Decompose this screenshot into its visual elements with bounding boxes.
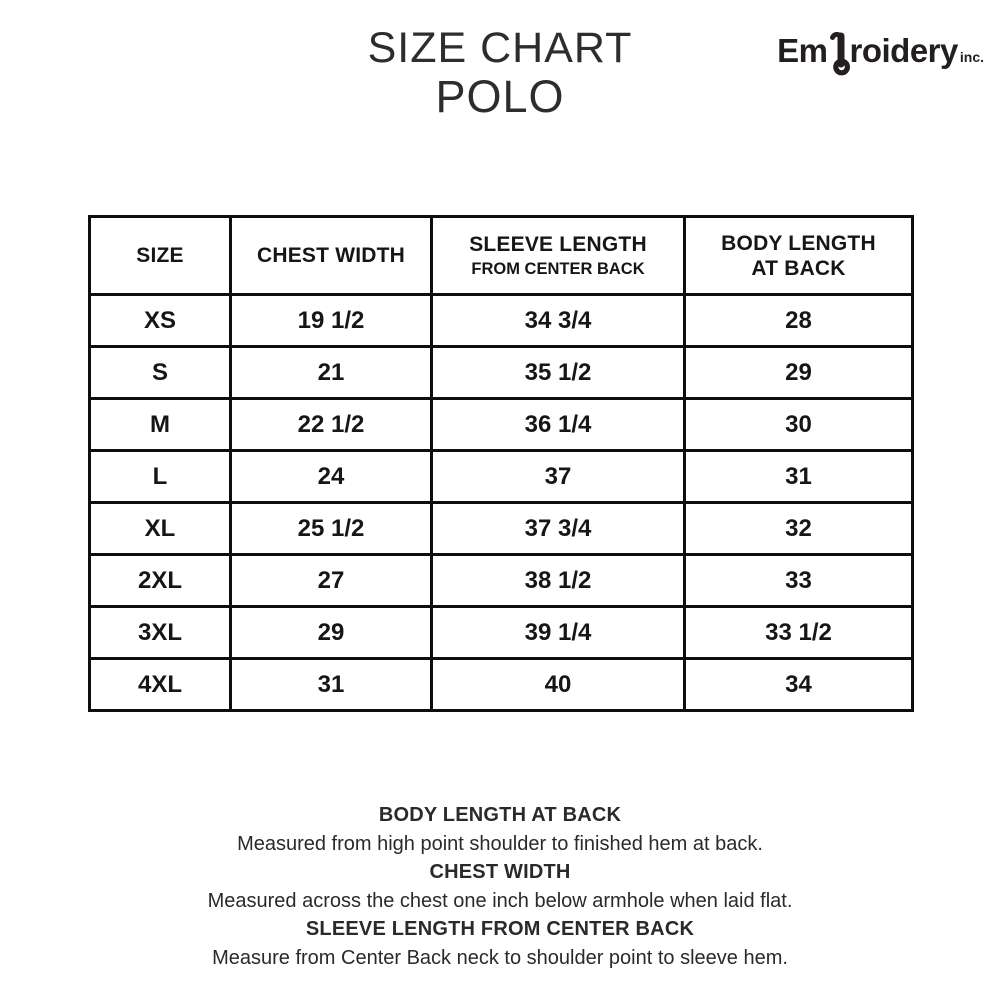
cell-chest: 21	[231, 347, 432, 399]
table-row	[90, 399, 913, 451]
cell-sleeve: 39 1/4	[432, 607, 685, 659]
note-text-sleeve-length: Measure from Center Back neck to shoulder point to sleeve hem.	[212, 946, 788, 969]
logo-text-pre: Em	[777, 32, 828, 69]
table-row	[90, 555, 913, 607]
note-heading-sleeve-length: SLEEVE LENGTH FROM CENTER BACK	[305, 918, 695, 940]
page-title: SIZE CHART	[367, 24, 633, 72]
note-heading-body-length: BODY LENGTH AT BACK	[378, 804, 622, 826]
measurement-notes	[0, 801, 1000, 972]
col-header-body-length: BODY LENGTH AT BACK	[685, 217, 913, 295]
cell-body: 32	[685, 503, 913, 555]
col-header-sleeve-length: SLEEVE LENGTH FROM CENTER BACK	[432, 217, 685, 295]
needle-b-icon	[828, 28, 850, 76]
cell-body: 33	[685, 555, 913, 607]
cell-body: 33 1/2	[685, 607, 913, 659]
page-subtitle: POLO	[435, 71, 565, 122]
cell-body: 29	[685, 347, 913, 399]
cell-sleeve: 38 1/2	[432, 555, 685, 607]
cell-chest: 19 1/2	[231, 295, 432, 347]
cell-size: M	[90, 399, 231, 451]
table-header-row	[90, 217, 913, 295]
cell-sleeve: 40	[432, 659, 685, 711]
cell-chest: 22 1/2	[231, 399, 432, 451]
cell-sleeve: 34 3/4	[432, 295, 685, 347]
cell-size: XS	[90, 295, 231, 347]
cell-size: 2XL	[90, 555, 231, 607]
cell-size: XL	[90, 503, 231, 555]
cell-body: 31	[685, 451, 913, 503]
cell-sleeve: 36 1/4	[432, 399, 685, 451]
cell-size: 3XL	[90, 607, 231, 659]
col-header-size: SIZE	[90, 217, 231, 295]
cell-body: 30	[685, 399, 913, 451]
table-row	[90, 659, 913, 711]
cell-chest: 24	[231, 451, 432, 503]
col-header-chest-width: CHEST WIDTH	[231, 217, 432, 295]
cell-size: 4XL	[90, 659, 231, 711]
cell-body: 28	[685, 295, 913, 347]
table-row	[90, 451, 913, 503]
cell-size: S	[90, 347, 231, 399]
cell-chest: 27	[231, 555, 432, 607]
table-row	[90, 607, 913, 659]
cell-sleeve: 37 3/4	[432, 503, 685, 555]
table-row	[90, 295, 913, 347]
cell-sleeve: 37	[432, 451, 685, 503]
brand-logo	[777, 28, 984, 76]
cell-chest: 25 1/2	[231, 503, 432, 555]
note-heading-chest-width: CHEST WIDTH	[429, 861, 571, 883]
size-table	[88, 215, 914, 712]
cell-size: L	[90, 451, 231, 503]
cell-body: 34	[685, 659, 913, 711]
logo-text-post: roidery	[849, 32, 958, 69]
table-row	[90, 503, 913, 555]
note-text-chest-width: Measured across the chest one inch below armhole when laid flat.	[207, 889, 793, 912]
cell-chest: 29	[231, 607, 432, 659]
table-row	[90, 347, 913, 399]
note-text-body-length: Measured from high point shoulder to finished hem at back.	[237, 832, 763, 855]
logo-suffix: inc.	[959, 49, 984, 65]
cell-sleeve: 35 1/2	[432, 347, 685, 399]
cell-chest: 31	[231, 659, 432, 711]
